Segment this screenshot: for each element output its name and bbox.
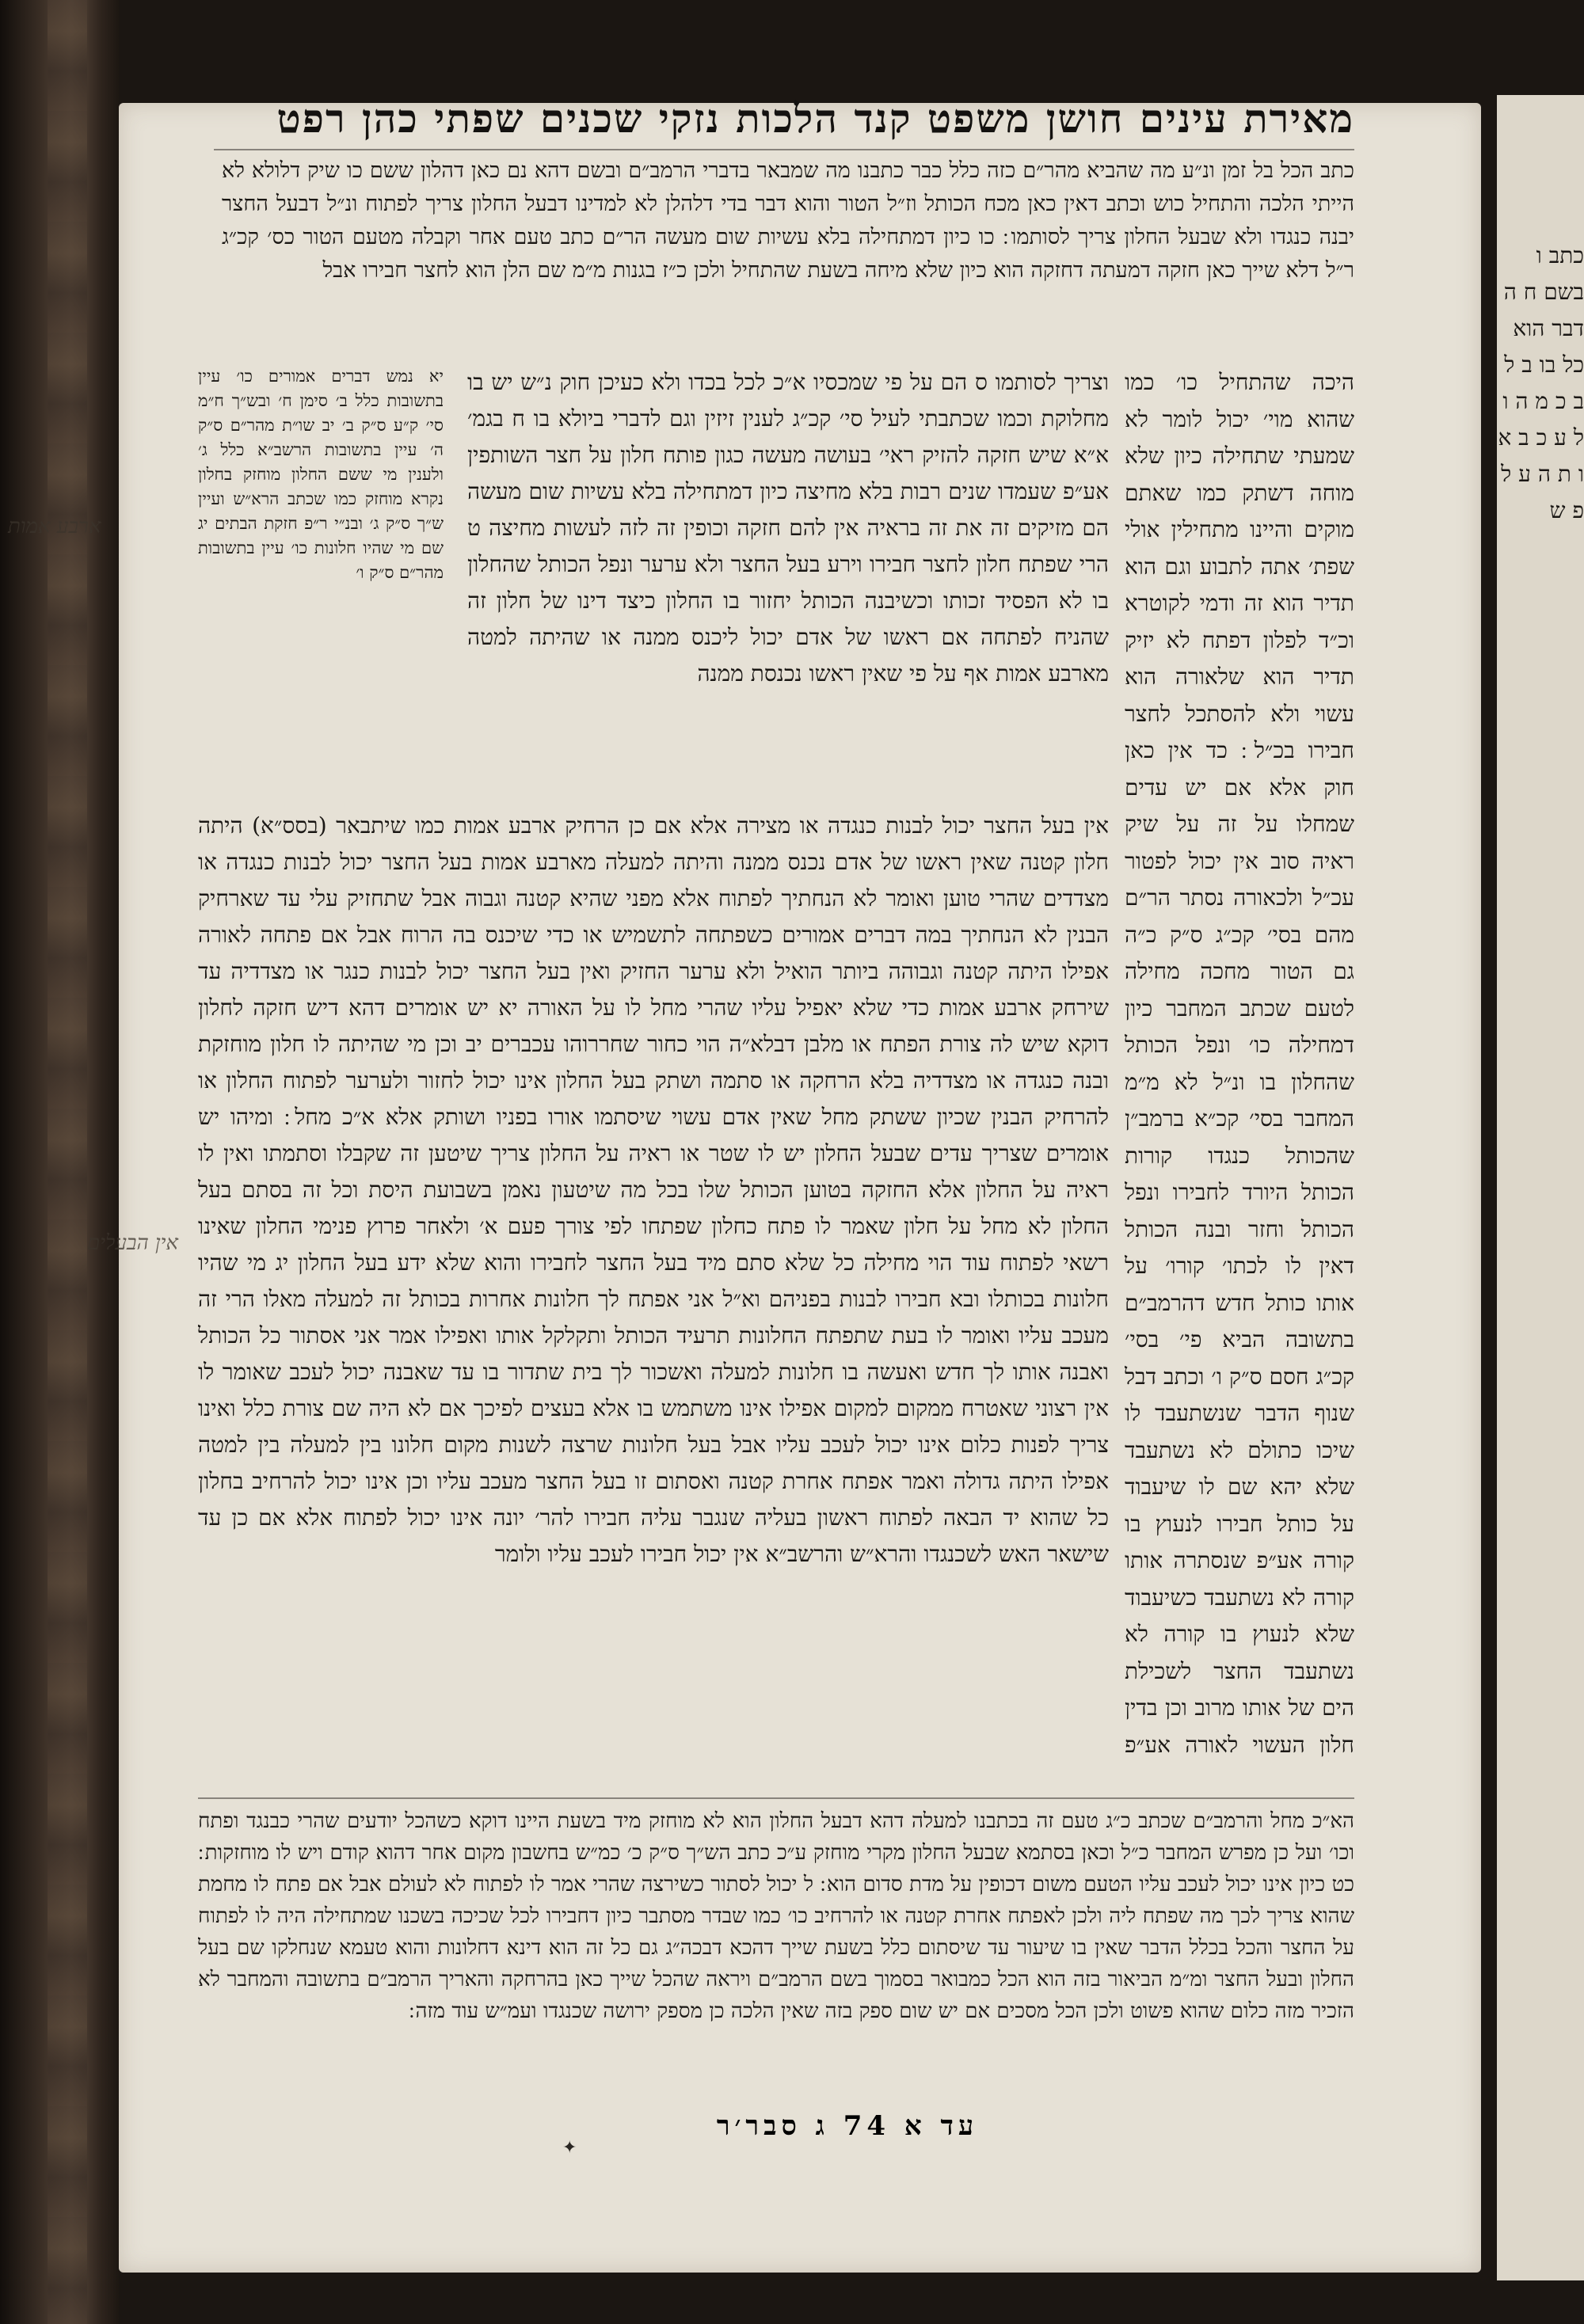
- page-footer: עד א 74 ג סבר׳ר: [716, 2110, 979, 2142]
- top-commentary: כתב הכל בל זמן ונ״ע מה שהביא מהר״ם כזה כלל כבר כתבנו מה שמבאר בדברי הרמב״ם ובשם דהא נם כאן דהלון ששם כו שיק דלולא לא הייתי הלכה והתחיל כוש וכתב דאין כאן מכח הכותל וז״ל הטור והוא דבר בדי דלהלן לא למדינו דבעל החלון צריך לפתוח ונ״ל דבעל החצר יבנה כנגדו ולא שבעל החלון צריך לסותמו ׃ כו כיון דמתחילה בלא עשיות שום מעשה הר״ם כתב טעם אחר וקבלה מטעם הטור כס׳ קכ״ג ר״ל דלא שייך כאן חזקה דמעתה דחזקה הוא כיון שלא מיחה בשעת שהתחיל ולכן כ״ז בגנות מ״מ שם הלן הוא לחצר חבירו אבל: [222, 158, 1354, 283]
- adjacent-page-text: כתב ו בשם ח ה דבר הוא כל בו ב ל ב כ מ ה ו ל ע כ ב א ו ת ה ע ל פ ש: [1498, 242, 1584, 523]
- book-binding: [0, 0, 119, 2324]
- left-margin-notes: יא נמש דברים אמורים כו׳ עיין בתשובות כלל ב׳ סימן ח׳ ובש״ך ח״מ סי׳ ק״ע ס״ק ב׳ יב שו״ת מהר״ם ס״ק ה׳ עיין בתשובות הרשב״א כלל ג׳ ולענין מי ששם החלון מוחזק בחלון נקרא מוחזק כמו שכתב הרא״ש ועיין ש״ך ס״ק ג׳ ובנ״י ר״פ חזקת הבתים יג שם מי שהיו חלונות כו׳ עיין בתשובות מהר״ם ס״ק ו׳: [198, 367, 444, 582]
- right-commentary-column: היכה שהתחיל כו׳ כמו שהוא מוי׳ יכול לומר לא שמעתי שתחילה כיון שלא מוחה דשתק כמו שאתם מוקים והיינו מתחילין אולי שפת׳ אתה לתבוע וגם הוא תדיר הוא זה ודמי לקוטרא וכ״ד לפלון דפתח לא יזיק תדיר הוא שלאורה הוא עשוי ולא להסתכל לחצר חבירו בכ״ל ׃ כד אין כאן חוק אלא אם יש עדים שמחלו על זה על שיק ראיה סוב אין יכול לפטור עכ״ל ולכאורה נסתר הר״ם מהם בסי׳ קכ״ג ס״ק כ״ה גם הטור מחכה מחילה לטעם שכתב המחבר כיון דמחילה כו׳ ונפל הכותל שהחלון בו ונ״ל לא מ״מ המחבר בסי׳ קכ״א ברמב״ן שהכותל כנגדו קורות הכותל היורד לחבירו ונפל הכותל וחזר ובנה הכותל דאין לו לכתו׳ קורו׳ על אותו כותל חדש דהרמב״ם בתשובה הביא פי׳ בסי׳ קכ״ג חסם ס״ק ו׳ וכתב דבל שנוף הדבר שנשתעבד לו שיכו כתולם לא נשתעבד שלא יהא שם לו שיעבוד על כותל חבירו לנעוץ בו קורה אע״פ שנסתרה אותו קורה לא נשתעבד כשיעבוד שלא לנעוץ בו קורה לא נשתעבד החצר לשכילת הים של אותו מרוב וכן בדין חלון העשוי לאורה אע״פ: [1125, 369, 1354, 1758]
- binding-spine: [48, 0, 87, 2324]
- header-rule: [214, 149, 1354, 150]
- page-header: מאירת עינים חושן משפט קנד הלכות נזקי שכנים שפתי כהן רפט: [276, 95, 1354, 142]
- bottom-rule: [198, 1797, 1354, 1799]
- printer-ornament: ✦: [562, 2138, 577, 2158]
- bottom-commentary: הא״כ מחל והרמב״ם שכתב כ״ג טעם זה בכתבנו למעלה דהא דבעל החלון הוא לא מוחזק מיד בשעת היינו דוקא כשהכל יודעים שהרי כבנגד ופתח וכו׳ ועל כן מפרש המחבר כ״ל וכאן בסתמא שבעל החלון מקרי מוחזק ע״כ כתב הש״ך ס״ק כ׳ כמ״ש בחשבון מקום אחר דהוא קודם ויש לו מוחזקות ׃ כט כיון אינו יכול לעכב עליו הטעם משום דכופין על מדת סדום הוא ׃ ל יכול לסתור כשירצה שהרי אמר לו לפתוח לא לעולם אבל אם פתח לו מחמת שהוא צריך לכך מה שפתח ליה ולכן לאפתח אחרת קטנה או להרחיב כו׳ כמו שבדר מסתבר כיון דחבירו לכל שכיכה בשכנו שמתחילה היה לו לפתוח על החצר והכל בכלל הדבר שאין בו שיעור עד שיסתום כלל בשעת שייך דהכא דבכה״ג גם כל זה הוא דינא דחלונות והוא טעמא שנחלקו שם בעל החלון ובעל החצר ומ״מ הביאור בזה הוא הכל כמבואר בסמוך בשם הרמב״ם ויראה שהכל שייך כאן בהרחקה והאריך הרמב״ם בתשובה והמחבר לא הזכיר מזה כלום שהוא פשוט ולכן הכל מסכים אם יש שום ספק בזה שאין הלכה כן מספק ירושה שכנגדו ועמ״ש עוד מזה ׃: [198, 1809, 1354, 2023]
- main-text-lower: אין בעל החצר יכול לבנות כנגדה או מצירה אלא אם כן הרחיק ארבע אמות כמו שיתבאר (בסס״א) היתה חלון קטנה שאין ראשו של אדם נכנס ממנה והיתה למעלה מארבע אמות בעל החצר יכול לבנות כנגדה או מצדדים שהרי טוען ואומר לא הנחתיך לפתוח אלא מפני שהיא קטנה וגבוה אבל שתחזיק עלי עד שארחיק הבנין לא הנחתיך במה דברים אמורים כשפתחה לתשמיש או כדי שיכנס בה הרוח אבל אם פתחה לאורה אפילו היתה קטנה וגבוהה ביותר הואיל ולא ערער החזיק ואין בעל החצר יכול לבנות כנגר או מצדדיה עד שירחק ארבע אמות כדי שלא יאפיל עליו שהרי מחל לו על האורה יא יש אומרים דהא דיש חזקה לחלון דוקא שיש לה צורת הפתח או מלבן דבלא״ה הוי כחור שחררוהו עכברים יב וכן מי שהיתה לו חלון מוחזקת ובנה כנגדה או מצדדיה בלא הרחקה או סתמה ושתק בעל החלון אינו יכול לחזור ולערער לפתוח החלון או להרחיק הבנין שכיון ששתק מחל שאין אדם עשוי שיסתמו אורו בפניו ושותק אלא א״כ מחל ׃ ומיהו יש אומרים שצריך עדים שבעל החלון יש לו שטר או ראיה על החלון צריך שיטען זה שקבלו וסתמתו ואין לו ראיה על החלון אלא החזקה בטוען הכותל שלו בכל מה שיטעון נאמן בשבועת היסת וכל זה בסתם בעל החלון לא מחל על חלון שאמר לו פתח כחלון שפתחו לפי צורך פעם א׳ ולאחר פרוץ פנימי החלון שאינו רשאי לפתוח עוד הוי מחילה כל שלא סתם מיד בעל החצר לחבירו והוא שלא ידע בעל החלון יג מי שהיו חלונות בכותלו ובא חבירו לבנות בפניהם וא״ל אני אפתח לך חלונות אחרות בכותל זה למעלה מאלו הרי זה מעכב עליו ואומר לו בעת שתפתח החלונות תרעיד הכותל ותקלקל אותו ואפילו אמר אני אסתור כל הכותל ואבנה אותו לך חדש ואעשה בו חלונות למעלה ואשכור לך בית שתדור בו עד שאבנה יכול לעכב שאומר לו אין רצוני שאטרח ממקום למקום אפילו אינו משתמש בו אלא בעצים לפיכך אם לא היה שם צורת כלל ואינו צריך לפנות כלום אינו יכול לעכב עליו אבל בעל חלונות שרצה לשנות מקום חלונו בין למעלה בין למטה אפילו היתה גדולה ואמר אפתח אחרת קטנה ואסתום זו בעל החצר מעכב עליו וכן אינו יכול להרחיב בחלון כל שהוא יד הבאה לפתוח ראשון בעליה שנגבר עליה חבירו להר׳ יונה אינו יכול לפתוח אלא אם כן עד שישאר האש לשכנגדו והרא״ש והרשב״א אין יכול חבירו לעכב עליו ולומר: [198, 812, 1109, 1567]
- adjacent-page-edge: [1497, 95, 1584, 2280]
- handwritten-margin-note: ארבע אמות: [8, 515, 101, 538]
- handwritten-margin-note: אין הבעלים: [87, 1231, 178, 1255]
- main-text-upper: וצריך לסותמו ס הם על פי שמכסיו א״כ לכל בכדו ולא כעיכן חוק נ״ש יש בו מחלוקת וכמו שכתבתי לעיל סי׳ קכ״ג לענין זיזין וגם לדברי ביולא בו ח בגמ׳ א״א שיש חזקה להזיק ראי׳ בעושה מעשה כגון פותח חלון על חצר השותפין אע״פ שעמדו שנים רבות בלא מחיצה כיון דמתחילה בלא עשיות שום מעשה הם מזיקים זה את זה בראיה אין להם חזקה וכופין זה לזה לעשות מחיצה ט הרי שפתח חלון לחצר חבירו וירע בעל החצר ולא ערער ונפל הכותל שהחלון בו לא הפסיד זכותו וכשיבנה הכותל יחזור בו החלון כיצד דינו של חלון זה שהניח לפתחה אם ראשו של אדם יכול ליכנס ממנה או שהיתה למטה מארבע אמות אף על פי שאין ראשו נכנסת ממנה: [467, 369, 1109, 687]
